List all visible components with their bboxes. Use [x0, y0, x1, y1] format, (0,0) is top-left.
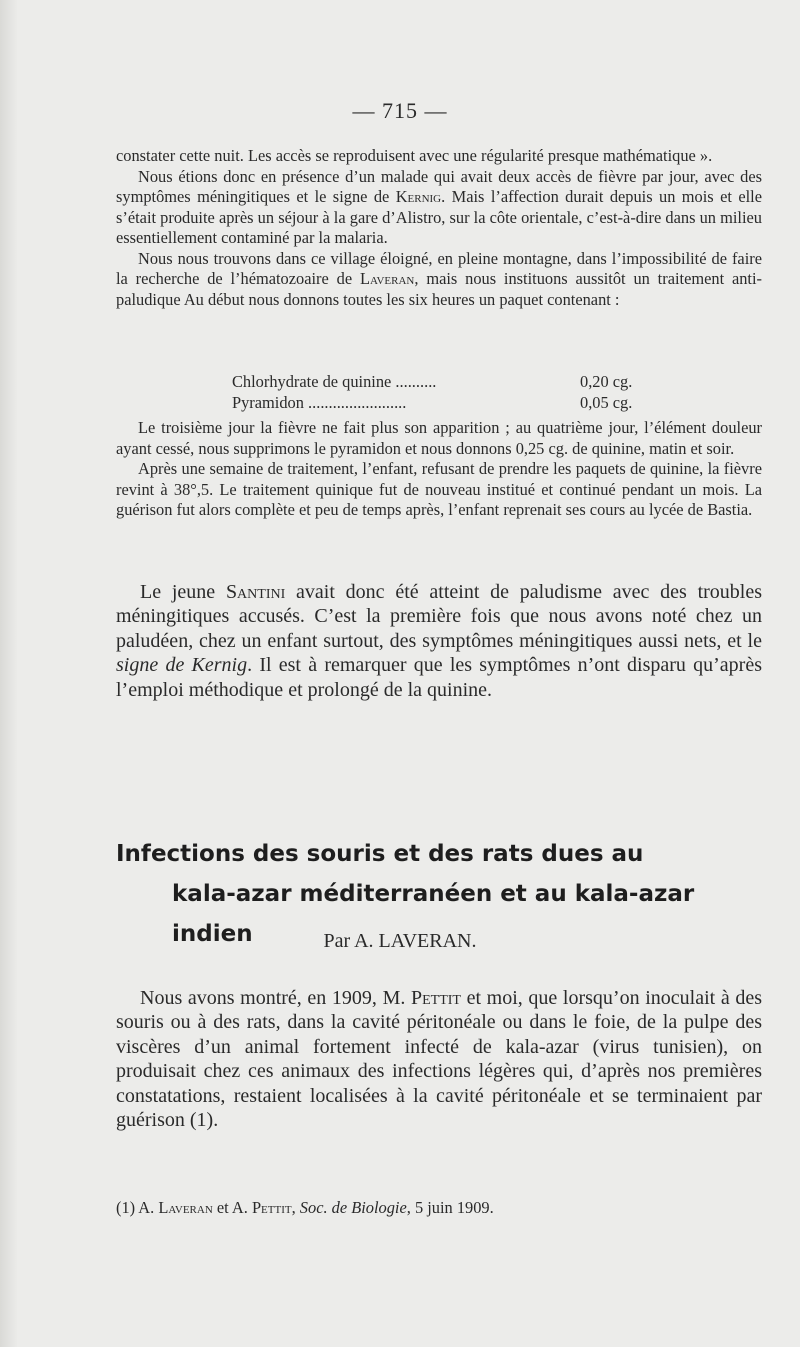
article-title-line-2: kala-azar méditerranéen et au kala-azar indien — [172, 881, 695, 947]
drug-dose: 0,05 cg. — [580, 392, 633, 412]
prescription-row — [0, 393, 800, 414]
prescription-table — [0, 372, 800, 413]
article-paragraph-1: Nous avons montré, en 1909, M. Pettit et moi, que lorsqu’on inoculait à des souris ou à des rats, dans la cavité péritonéale ou dans le foie, de la pulpe des viscères d’un animal fortement infecté de kala-azar (virus tunisien), on produisait chez ces animaux des infections légères qui, d’après nos premières constatations, restaient localisées à la cavité péritonéale et se terminaient par guérison (1). — [116, 987, 762, 1132]
case-paragraph-4: Le troisième jour la fièvre ne fait plus son apparition ; au quatrième jour, l’élément douleur ayant cessé, nous supprimons le pyramidon et nous donnons 0,25 cg. de quinine, matin et soir. — [116, 418, 762, 458]
case-report-text — [116, 146, 762, 310]
case-paragraph-2: Nous étions donc en présence d’un malade qui avait deux accès de fièvre par jour, avec des symptômes méningitiques et le signe de Kernig. Mais l’affection durait depuis un mois et elle s’était produite après un séjour à la gare d’Alistro, sur la côte orientale, c’est-à-dire dans un milieu essentiellement contaminé par la malaria. — [116, 166, 762, 247]
conclusion-text — [116, 580, 762, 702]
article-body — [116, 986, 762, 1132]
name-santini: Santini — [225, 581, 286, 603]
conclusion-paragraph: Le jeune Santini avait donc été atteint de paludisme avec des troubles méningitiques accusés. C’est la première fois que nous avons noté chez un paludéen, chez un enfant surtout, des symptômes méningitiques aussi nets, et le signe de Kernig. Il est à remarquer que les symptômes n’ont disparu qu’après l’emploi méthodique et prolongé de la quinine. — [116, 581, 763, 701]
name-pettit: Pettit — [410, 987, 461, 1009]
drug-name: Chlorhydrate de quinine .......... — [232, 372, 437, 391]
case-paragraph-1: constater cette nuit. Les accès se reproduisent avec une régularité presque mathématique ». — [116, 146, 713, 165]
name-kernig: Kernig — [395, 187, 442, 206]
case-report-text-2 — [116, 418, 762, 521]
journal-name: Soc. de Biologie — [299, 1198, 407, 1217]
case-paragraph-5: Après une semaine de traitement, l’enfant, refusant de prendre les paquets de quinine, la fièvre revint à 38°,5. Le traitement quinique fut de nouveau institué et continué pendant un mois. La guérison fut alors complète et peu de temps après, l’enfant reprenait ses cours au lycée de Bastia. — [116, 459, 762, 519]
footnote: (1) A. Laveran et A. Pettit, Soc. de Biologie, 5 juin 1909. — [116, 1198, 494, 1217]
name-laveran: Laveran — [359, 269, 415, 288]
drug-name: Pyramidon ........................ — [232, 392, 407, 412]
drug-dose: 0,20 cg. — [580, 372, 633, 391]
case-paragraph-3: Nous nous trouvons dans ce village éloigné, en pleine montagne, dans l’impossibilité de faire la recherche de l’hématozoaire de Laveran, mais nous instituons aussitôt un traitement anti-paludique Au début nous donnons toutes les six heures un paquet contenant : — [116, 248, 762, 309]
article-author: Par A. LAVERAN. — [323, 930, 477, 952]
page-number: — 715 — — [352, 98, 448, 123]
signe-de-kernig: signe de Kernig — [116, 654, 248, 677]
article-title-line-1: Infections des souris et des rats dues au — [116, 841, 644, 867]
prescription-row — [0, 372, 800, 393]
page-edge-shadow — [0, 0, 18, 1347]
